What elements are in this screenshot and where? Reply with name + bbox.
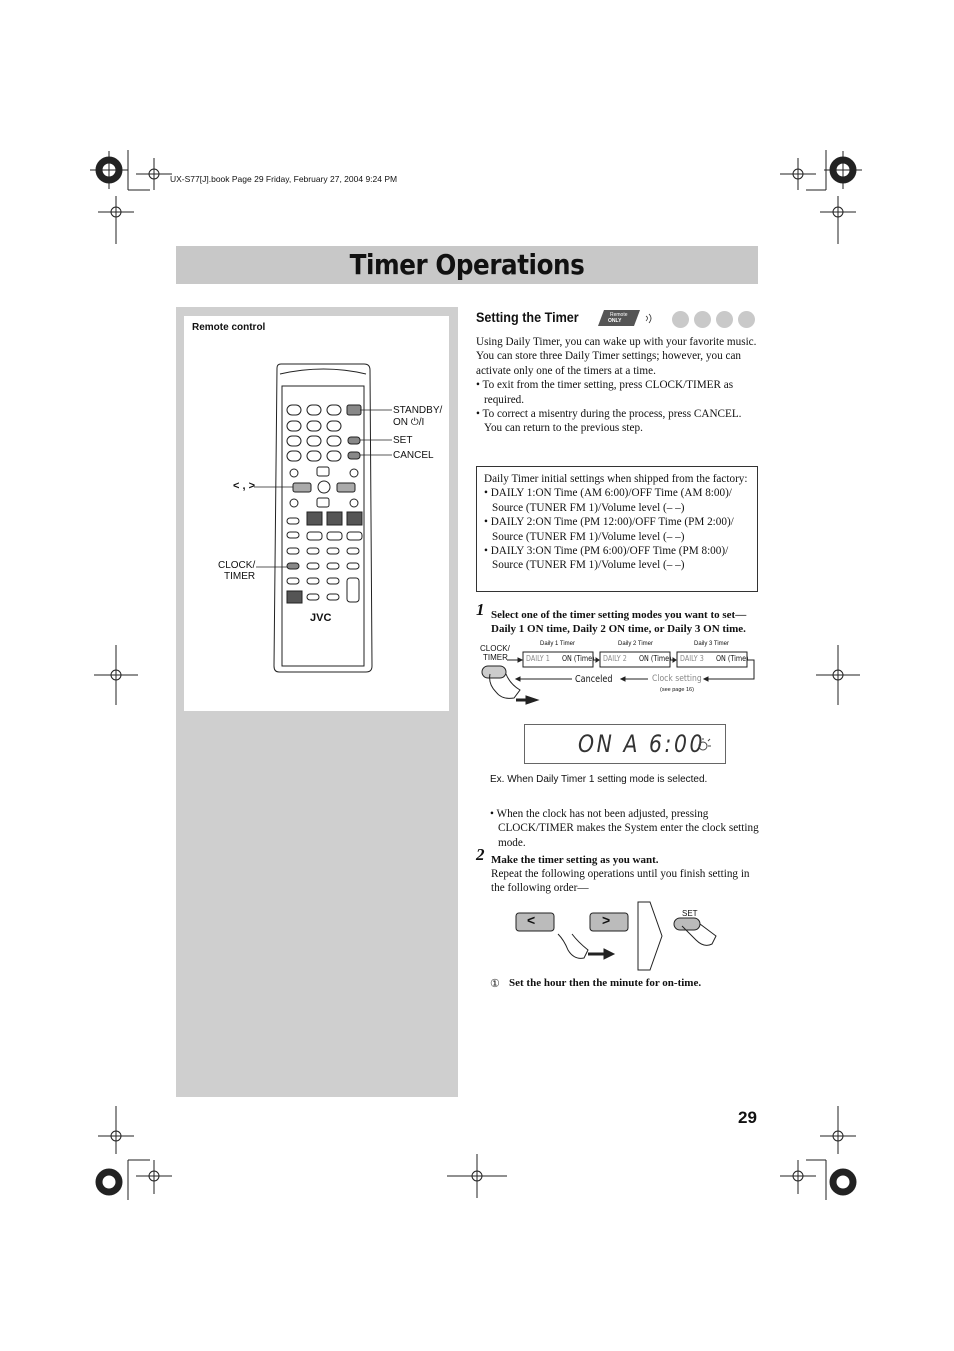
intro-paragraph: Using Daily Timer, you can wake up with your favorite music. bbox=[476, 336, 757, 348]
remote-only-badge bbox=[596, 308, 658, 328]
display-readout: ON A 6:00 bbox=[578, 730, 706, 758]
factory-setting-item: • DAILY 1:ON Time (AM 6:00)/OFF Time (AM 8:00)/ Source (TUNER FM 1)/Volume level (– –) bbox=[484, 487, 732, 514]
intro-bullet: • To exit from the timer setting, press CLOCK/TIMER as required. bbox=[476, 379, 734, 406]
right-arrow-button: > bbox=[602, 912, 611, 928]
on-time-label: ON (Time) bbox=[716, 654, 749, 663]
page-number: 29 bbox=[738, 1108, 757, 1127]
page-title: Timer Operations bbox=[349, 248, 585, 281]
callout-cancel: CANCEL bbox=[393, 450, 434, 461]
step-1-text: Select one of the timer setting modes you want to set—Daily 1 ON time, Daily 2 ON time, or Daily 3 ON time. bbox=[491, 609, 747, 635]
factory-setting-item: • DAILY 3:ON Time (PM 6:00)/OFF Time (PM 8:00)/ Source (TUNER FM 1)/Volume level (– –) bbox=[484, 545, 729, 572]
factory-settings-box bbox=[476, 466, 758, 592]
see-page-label: (see page 16) bbox=[660, 687, 694, 693]
substep-marker: ① bbox=[490, 978, 500, 990]
step-2-heading: Make the timer setting as you want. bbox=[491, 854, 659, 866]
badge-line2: ONLY bbox=[608, 318, 622, 324]
jvc-logo: JVC bbox=[310, 612, 332, 624]
callout-timer: TIMER bbox=[224, 571, 256, 582]
diagram-header: Daily 3 Timer bbox=[694, 641, 730, 647]
step-1-note: • When the clock has not been adjusted, pressing CLOCK/TIMER makes the System enter the clock setting mode. bbox=[490, 808, 759, 849]
clock-setting-label: Clock setting bbox=[652, 674, 702, 684]
substep-text: Set the hour then the minute for on-time. bbox=[509, 977, 702, 989]
timer-clock-icon bbox=[697, 738, 711, 752]
intro-bullet: • To correct a misentry during the process, press CANCEL. You can return to the previous step. bbox=[476, 408, 742, 435]
step-2-text: Repeat the following operations until you finish setting in the following order— bbox=[491, 868, 750, 895]
decor-dot bbox=[672, 311, 689, 328]
on-time-label: ON (Time) bbox=[562, 654, 595, 663]
daily-label: DAILY 2 bbox=[603, 654, 627, 663]
canceled-label: Canceled bbox=[575, 674, 613, 685]
factory-settings-heading: Daily Timer initial settings when shipped from the factory: bbox=[484, 473, 748, 485]
left-arrow-button: < bbox=[527, 912, 536, 928]
intro-paragraph: You can store three Daily Timer settings; however, you can activate only one of the timers at a time. bbox=[476, 350, 742, 377]
remote-control-label: Remote control bbox=[192, 322, 266, 333]
badge-line1: Remote bbox=[610, 312, 628, 318]
daily-label: DAILY 3 bbox=[680, 654, 704, 663]
diagram-clock-label: CLOCK/ bbox=[480, 644, 510, 653]
callout-standby-on: ON ⏻/I bbox=[393, 417, 425, 428]
step-1-number: 1 bbox=[476, 600, 485, 619]
display-caption: Ex. When Daily Timer 1 setting mode is selected. bbox=[490, 774, 708, 785]
step-2-number: 2 bbox=[476, 845, 485, 864]
diagram-timer-label: TIMER bbox=[483, 653, 508, 662]
file-info-header: UX-S77[J].book Page 29 Friday, February 27, 2004 9:24 PM bbox=[170, 174, 398, 184]
section-title: Setting the Timer bbox=[476, 309, 579, 325]
factory-setting-item: • DAILY 2:ON Time (PM 12:00)/OFF Time (PM 2:00)/ Source (TUNER FM 1)/Volume level (– –) bbox=[484, 516, 734, 543]
diagram-header: Daily 1 Timer bbox=[540, 641, 576, 647]
remote-control-illustration bbox=[184, 316, 449, 711]
intro-text bbox=[476, 335, 758, 436]
daily-label: DAILY 1 bbox=[526, 654, 550, 663]
diagram-header: Daily 2 Timer bbox=[618, 641, 654, 647]
decor-dot bbox=[716, 311, 733, 328]
decor-dot bbox=[694, 311, 711, 328]
set-button-label: SET bbox=[682, 909, 698, 918]
callout-set: SET bbox=[393, 435, 413, 446]
callout-clock: CLOCK/ bbox=[218, 560, 256, 571]
on-time-label: ON (Time) bbox=[639, 654, 672, 663]
callout-arrows: < , > bbox=[233, 480, 256, 492]
callout-standby: STANDBY/ bbox=[393, 405, 443, 416]
decor-dot bbox=[738, 311, 755, 328]
